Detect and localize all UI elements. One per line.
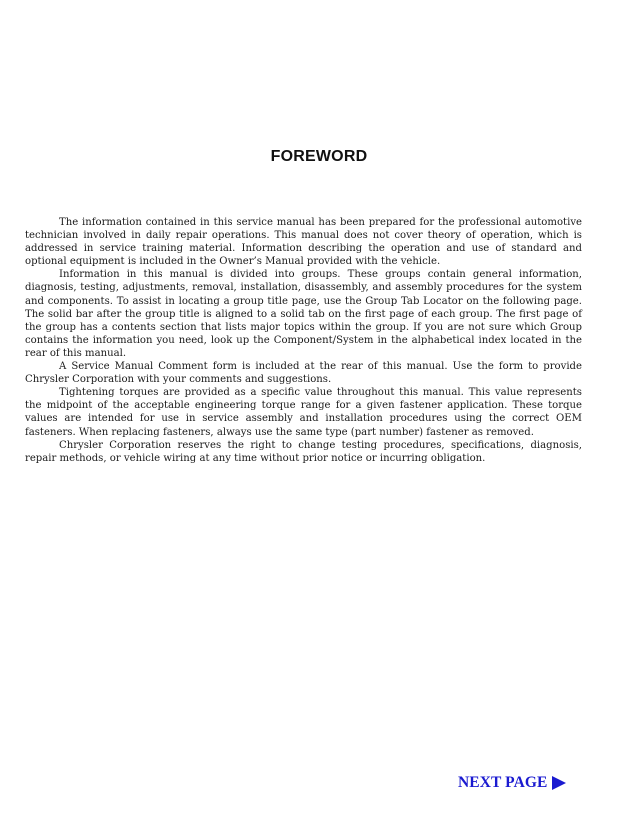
paragraph-torques: Tightening torques are provided as a specific value throughout this manual. This value represents the midpoint of the acceptable engineering torque range for a given fastener application. These torque values are intended for use in service assembly and installation procedures using the correct OEM fasteners. When replacing fasteners, always use the same type (part number) fastener as removed. xyxy=(25,387,582,438)
paragraph-disclaimer: Chrysler Corporation reserves the right to change testing procedures, specifications, diagnosis, repair methods, or vehicle wiring at any time without prior notice or incurring obligation. xyxy=(25,439,582,464)
paragraph-intro: The information contained in this service manual has been prepared for the professional automotive technician involved in daily repair operations. This manual does not cover theory of operation, which is addressed in service training material. Information describing the operation and use of standard and optional equipment is included in the Owner’s Manual provided with the vehicle. xyxy=(25,217,582,268)
page-title: FOREWORD xyxy=(270,147,368,165)
next-page-link[interactable] xyxy=(458,774,566,792)
paragraph-comment-form: A Service Manual Comment form is included at the rear of this manual. Use the form to provide Chrysler Corporation with your comments and suggestions. xyxy=(25,361,582,386)
foreword-body xyxy=(25,216,582,465)
paragraph-groups: Information in this manual is divided into groups. These groups contain general information, diagnosis, testing, adjustments, removal, installation, disassembly, and assembly procedures for the system and components. To assist in locating a group title page, use the Group Tab Locator on the following page. The solid bar after the group title is aligned to a solid tab on the first page of each group. The first page of the group has a contents section that lists major topics within the group. If you are not sure which Group contains the information you need, look up the Component/System in the alphabetical index located in the rear of this manual. xyxy=(25,269,582,359)
right-triangle-arrow-icon[interactable] xyxy=(552,776,566,790)
next-page-label[interactable]: NEXT PAGE xyxy=(458,774,548,791)
